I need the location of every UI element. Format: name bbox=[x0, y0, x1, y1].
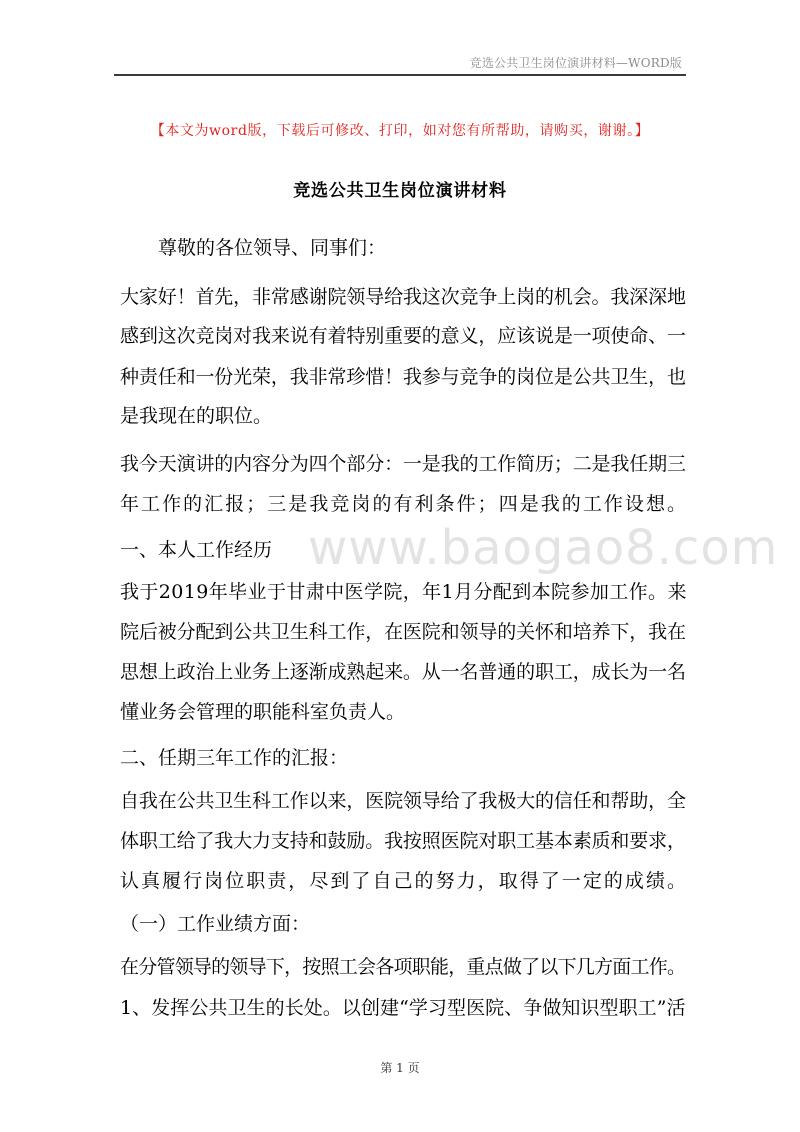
text-line: 种责任和一份光荣，我非常珍惜！我参与竞争的岗位是公共卫生，也 bbox=[120, 366, 686, 388]
text-line: 认真履行岗位职责，尽到了自己的努力，取得了一定的成绩。 bbox=[120, 870, 689, 892]
text-line: 院后被分配到公共卫生科工作，在医院和领导的关怀和培养下，我在 bbox=[120, 621, 686, 643]
text-line: 1、发挥公共卫生的长处。以创建“学习型医院、争做知识型职工”活 bbox=[120, 997, 686, 1019]
greeting-line: 尊敬的各位领导、同事们： bbox=[120, 237, 387, 259]
text-line: 是我现在的职位。 bbox=[120, 405, 273, 427]
page-number: 第 1 页 bbox=[380, 1061, 420, 1075]
purchase-notice: 【本文为word版，下载后可修改、打印，如对您有所帮助，请购买，谢谢。】 bbox=[150, 123, 650, 139]
text-line: 大家好！首先，非常感谢院领导给我这次竞争上岗的机会。我深深地 bbox=[120, 286, 686, 308]
text-line: 体职工给了我大力支持和鼓励。我按照医院对职工基本素质和要求， bbox=[120, 830, 686, 852]
text-line: 我今天演讲的内容分为四个部分：一是我的工作简历；二是我任期三 bbox=[120, 453, 686, 475]
text-line: 思想上政治上业务上逐渐成熟起来。从一名普通的职工，成长为一名 bbox=[120, 661, 686, 683]
header-divider bbox=[114, 74, 686, 76]
section-heading: 一、本人工作经历 bbox=[120, 539, 273, 561]
watermark: www.baogao8.com bbox=[308, 520, 779, 576]
subsection-heading: （一）工作业绩方面： bbox=[120, 913, 311, 935]
section-heading: 二、任期三年工作的汇报： bbox=[120, 747, 349, 769]
text-line: 感到这次竞岗对我来说有着特别重要的意义，应该说是一项使命、一 bbox=[120, 325, 686, 347]
text-line: 我于2019年毕业于甘肃中医学院，年1月分配到本院参加工作。来 bbox=[120, 581, 687, 603]
document-title: 竞选公共卫生岗位演讲材料 bbox=[293, 181, 507, 201]
text-line: 懂业务会管理的职能科室负责人。 bbox=[120, 701, 406, 723]
text-line: 年工作的汇报；三是我竞岗的有利条件；四是我的工作设想。 bbox=[120, 493, 689, 515]
running-header: 竞选公共卫生岗位演讲材料—WORD版 bbox=[469, 56, 682, 70]
text-line: 在分管领导的领导下，按照工会各项职能，重点做了以下几方面工作。 bbox=[120, 956, 686, 978]
text-line: 自我在公共卫生科工作以来，医院领导给了我极大的信任和帮助，全 bbox=[120, 790, 686, 812]
